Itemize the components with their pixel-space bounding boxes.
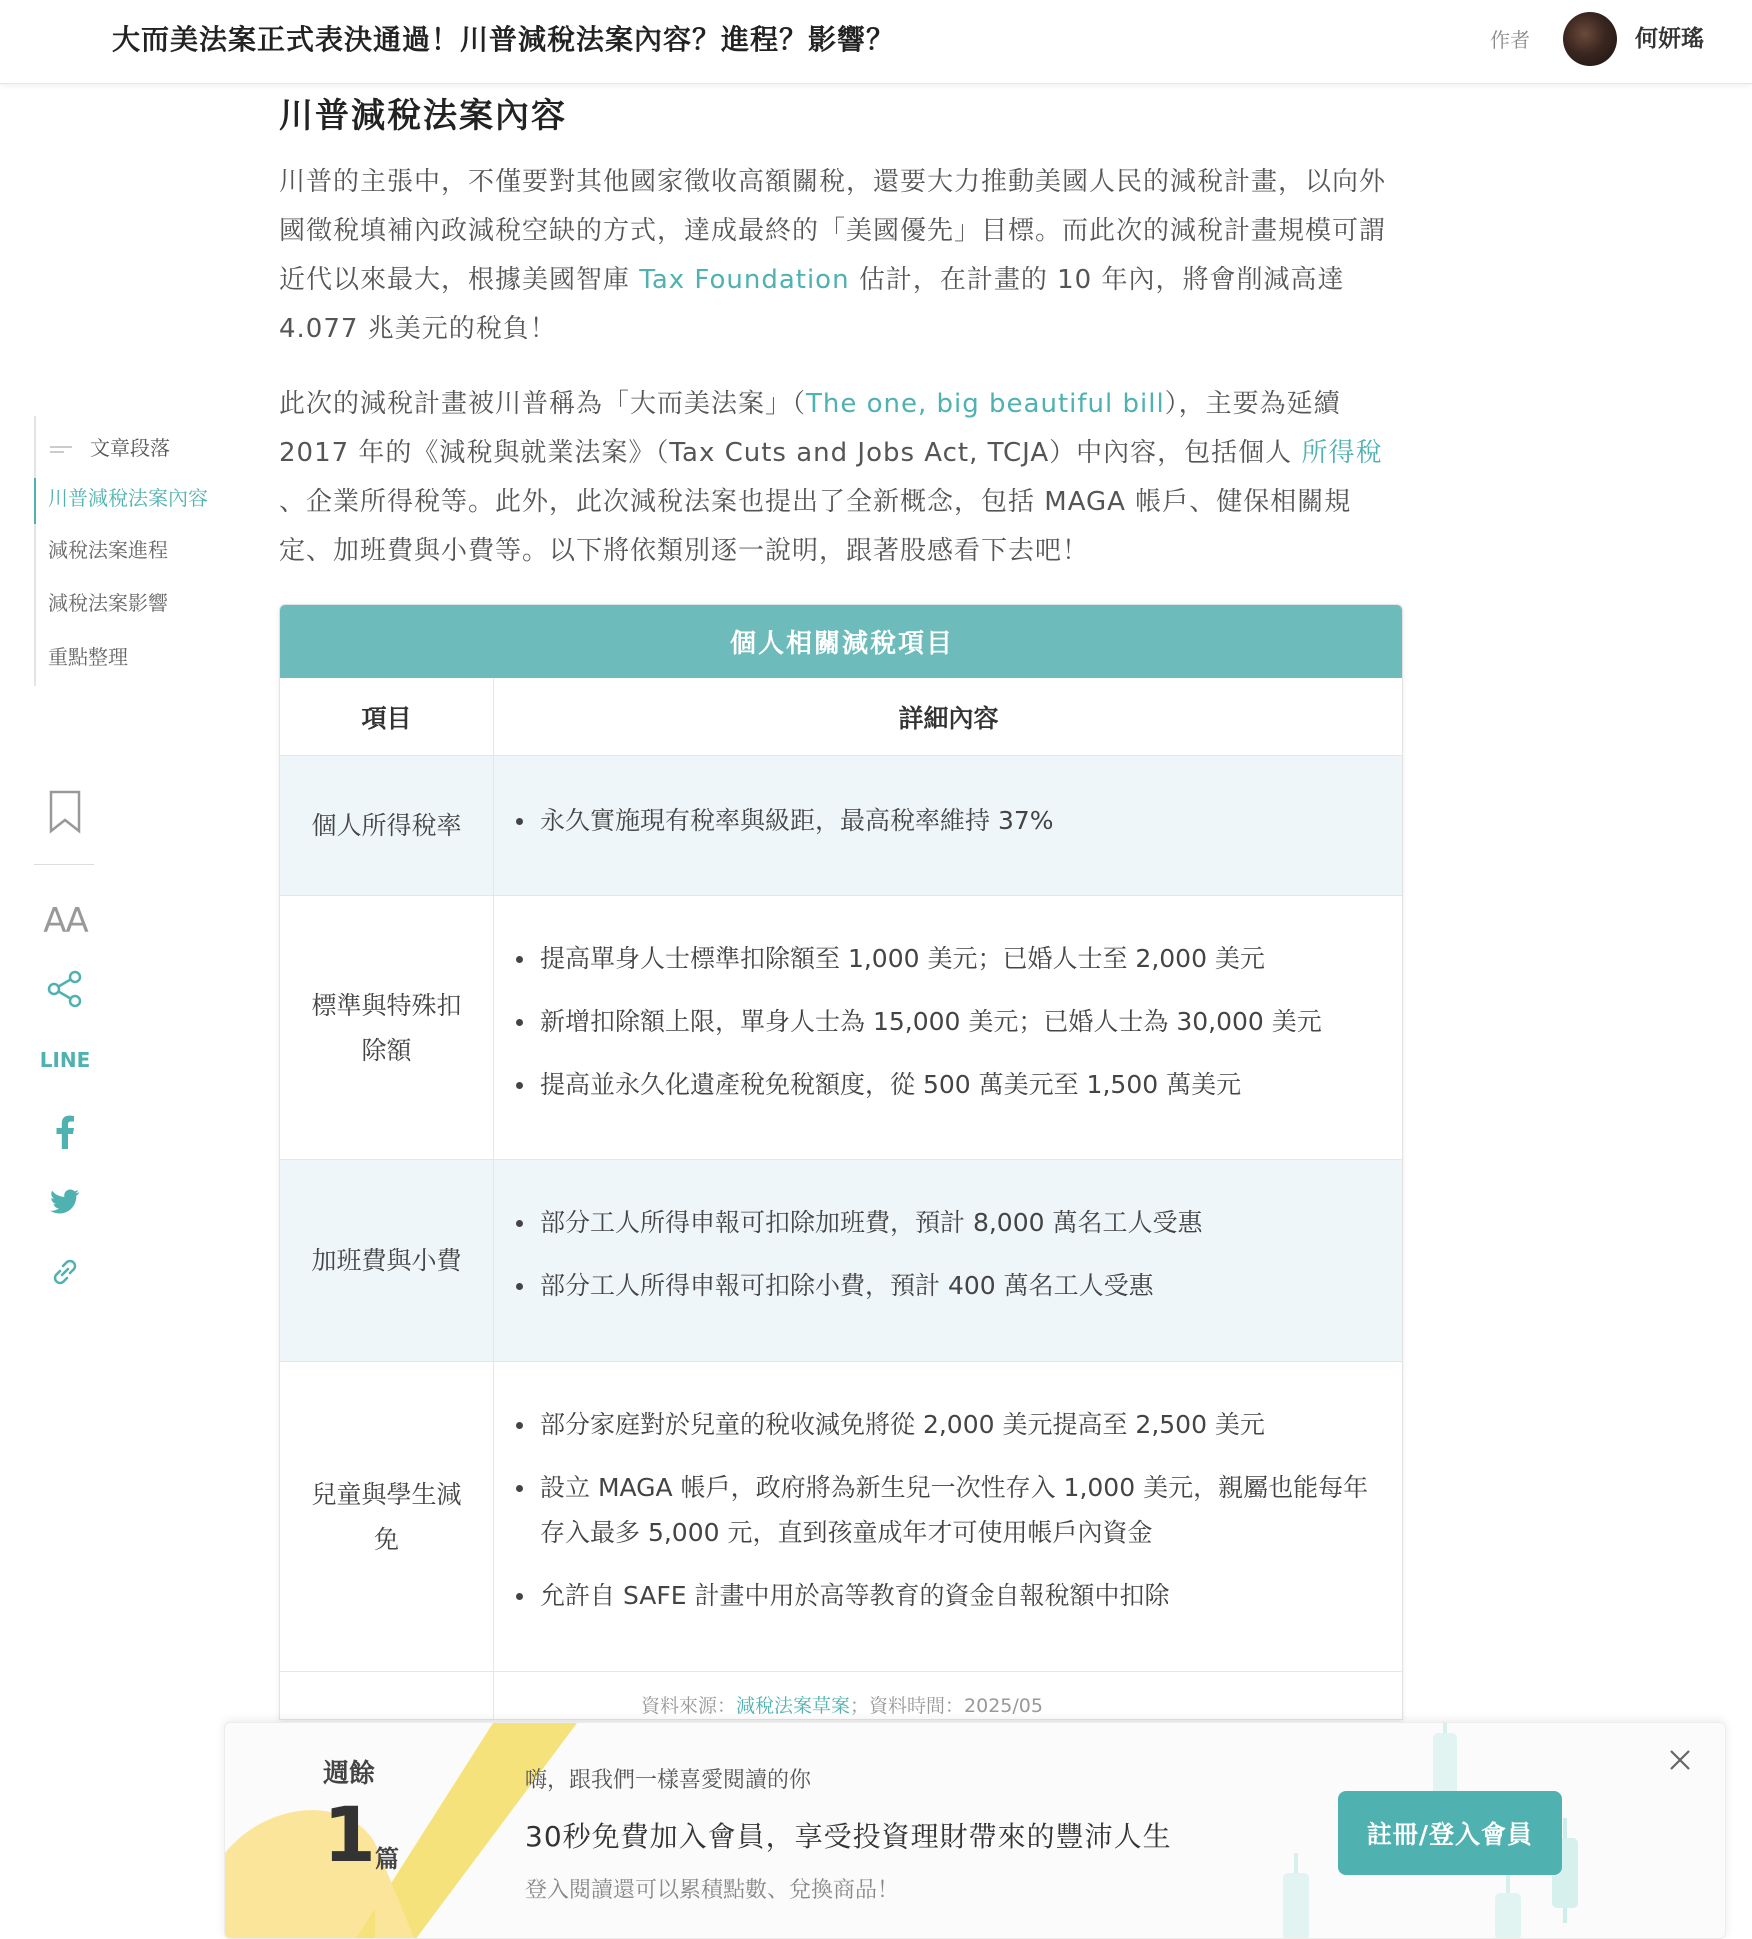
- toc-item-content[interactable]: 川普減稅法案內容: [48, 486, 208, 510]
- paragraph-2-text-b: ），主要為延續 2017 年的《減稅與就業法案》（Tax Cuts and Jobs Act, TCJA）中內容，包括個人: [279, 389, 1341, 468]
- income-tax-link[interactable]: 所得稅: [1301, 438, 1383, 468]
- paragraph-1-text-a: 川普的主張中，不僅要對其他國家徵收高額關稅，還要大力推動美國人民的減稅計畫，以向外國徵稅填補內政減稅空缺的方式，達成最終的「美國優先」目標。而此次的減稅計畫規模可謂近代以來最大，根據美國智庫: [279, 167, 1387, 295]
- row-label: 標準與特殊扣除額: [311, 990, 462, 1065]
- remaining-unit: 篇: [375, 1845, 399, 1873]
- table-row: [280, 756, 1403, 896]
- source-suffix: ；資料時間：2025/05: [850, 1695, 1043, 1717]
- register-login-button[interactable]: 註冊/登入會員: [1338, 1791, 1562, 1875]
- column-divider: [493, 678, 494, 1720]
- bullet-item: 提高單身人士標準扣除額至 1,000 美元；已婚人士至 2,000 美元: [514, 936, 1384, 981]
- bullet-item: 部分家庭對於兒童的稅收減免將從 2,000 美元提高至 2,500 美元: [514, 1402, 1384, 1447]
- paragraph-2: [279, 380, 1403, 576]
- top-header: [0, 0, 1752, 84]
- author-label: 作者: [1490, 28, 1530, 52]
- section-heading: 川普減稅法案內容: [279, 96, 567, 136]
- table-header-row: [280, 678, 1403, 756]
- font-size-icon: AA: [43, 901, 87, 941]
- banner-headline: 30秒免費加入會員，享受投資理財帶來的豐沛人生: [525, 1820, 1172, 1853]
- banner-greeting: 嗨，跟我們一樣喜愛閱讀的你: [525, 1768, 812, 1793]
- row-bullets: [514, 936, 1384, 1107]
- banner-subtext: 登入閱讀還可以累積點數、兌換商品！: [525, 1878, 900, 1903]
- source-prefix: 資料來源：: [641, 1695, 737, 1717]
- page-title: 大而美法案正式表決通過！川普減稅法案內容？進程？影響？: [112, 23, 896, 56]
- member-signup-banner: [224, 1722, 1726, 1939]
- facebook-icon[interactable]: [30, 1112, 100, 1152]
- tax-foundation-link[interactable]: Tax Foundation: [639, 265, 850, 295]
- paragraph-2-text-c: 、企業所得稅等。此外，此次減稅法案也提出了全新概念，包括 MAGA 帳戶、健保相關規定、加班費與小費等。以下將依類別逐一說明，跟著股感看下去吧！: [279, 487, 1352, 566]
- share-divider: [34, 864, 94, 865]
- row-bullets: [514, 1402, 1384, 1618]
- line-share-button[interactable]: [30, 1042, 100, 1078]
- remaining-count: 1: [323, 1790, 376, 1879]
- bullet-item: 部分工人所得申報可扣除加班費，預計 8,000 萬名工人受惠: [514, 1200, 1384, 1245]
- bullet-item: 設立 MAGA 帳戶，政府將為新生兒一次性存入 1,000 美元，親屬也能每年存入最多 5,000 元，直到孩童成年才可使用帳戶內資金: [514, 1465, 1384, 1555]
- font-size-button[interactable]: [30, 896, 100, 946]
- toc-active-indicator: [34, 478, 36, 524]
- column-header-item: 項目: [361, 704, 412, 733]
- table-row: [280, 896, 1403, 1160]
- table-source: [280, 1691, 1403, 1718]
- bookmark-icon[interactable]: [30, 786, 100, 838]
- bullet-item: 允許自 SAFE 計畫中用於高等教育的資金自報稅額中扣除: [514, 1573, 1384, 1618]
- toc-heading-label: 文章段落: [90, 436, 170, 460]
- bullet-item: 部分工人所得申報可扣除小費，預計 400 萬名工人受惠: [514, 1263, 1384, 1308]
- table-caption: 個人相關減稅項目: [280, 605, 1403, 678]
- share-icon[interactable]: [30, 966, 100, 1012]
- author-name[interactable]: 何妍瑤: [1635, 26, 1704, 52]
- row-bullets: [514, 1200, 1384, 1308]
- paragraph-1-text-b: 估計，在計畫的 10 年內，將會削減高達 4.077 兆美元的稅負！: [279, 265, 1345, 344]
- source-link[interactable]: 減稅法案草案: [736, 1695, 851, 1717]
- paragraph-2-text-a: 此次的減稅計畫被川普稱為「大而美法案」（: [279, 389, 807, 419]
- bullet-item: 永久實施現有稅率與級距，最高稅率維持 37%: [514, 798, 1384, 843]
- link-icon[interactable]: [30, 1252, 100, 1292]
- close-icon[interactable]: [1665, 1745, 1695, 1775]
- table-row: [280, 1160, 1403, 1362]
- row-label: 兒童與學生減免: [311, 1479, 462, 1554]
- toc-item-progress[interactable]: 減稅法案進程: [48, 538, 168, 562]
- toc-heading: [50, 432, 170, 461]
- twitter-icon[interactable]: [30, 1182, 100, 1222]
- line-icon: LINE: [39, 1048, 91, 1072]
- bullet-item: 提高並永久化遺產稅免稅額度，從 500 萬美元至 1,500 萬美元: [514, 1062, 1384, 1107]
- column-header-detail: 詳細內容: [898, 704, 999, 733]
- big-beautiful-bill-link[interactable]: The one, big beautiful bill: [806, 389, 1165, 419]
- bullet-item: 新增扣除額上限，單身人士為 15,000 美元；已婚人士為 30,000 美元: [514, 999, 1384, 1044]
- row-label: 加班費與小費: [311, 1246, 462, 1275]
- tax-cut-table: [279, 604, 1403, 1720]
- list-icon: [50, 443, 72, 456]
- table-of-contents: [34, 416, 234, 686]
- toc-item-impact[interactable]: 減稅法案影響: [48, 591, 168, 615]
- table-row: [280, 1362, 1403, 1672]
- author-avatar[interactable]: [1563, 12, 1617, 66]
- toc-item-summary[interactable]: 重點整理: [48, 645, 128, 669]
- row-bullets: [514, 798, 1384, 843]
- paragraph-1: [279, 158, 1403, 354]
- row-label: 個人所得稅率: [311, 811, 462, 840]
- weekly-remaining-label: 週餘: [323, 1759, 376, 1789]
